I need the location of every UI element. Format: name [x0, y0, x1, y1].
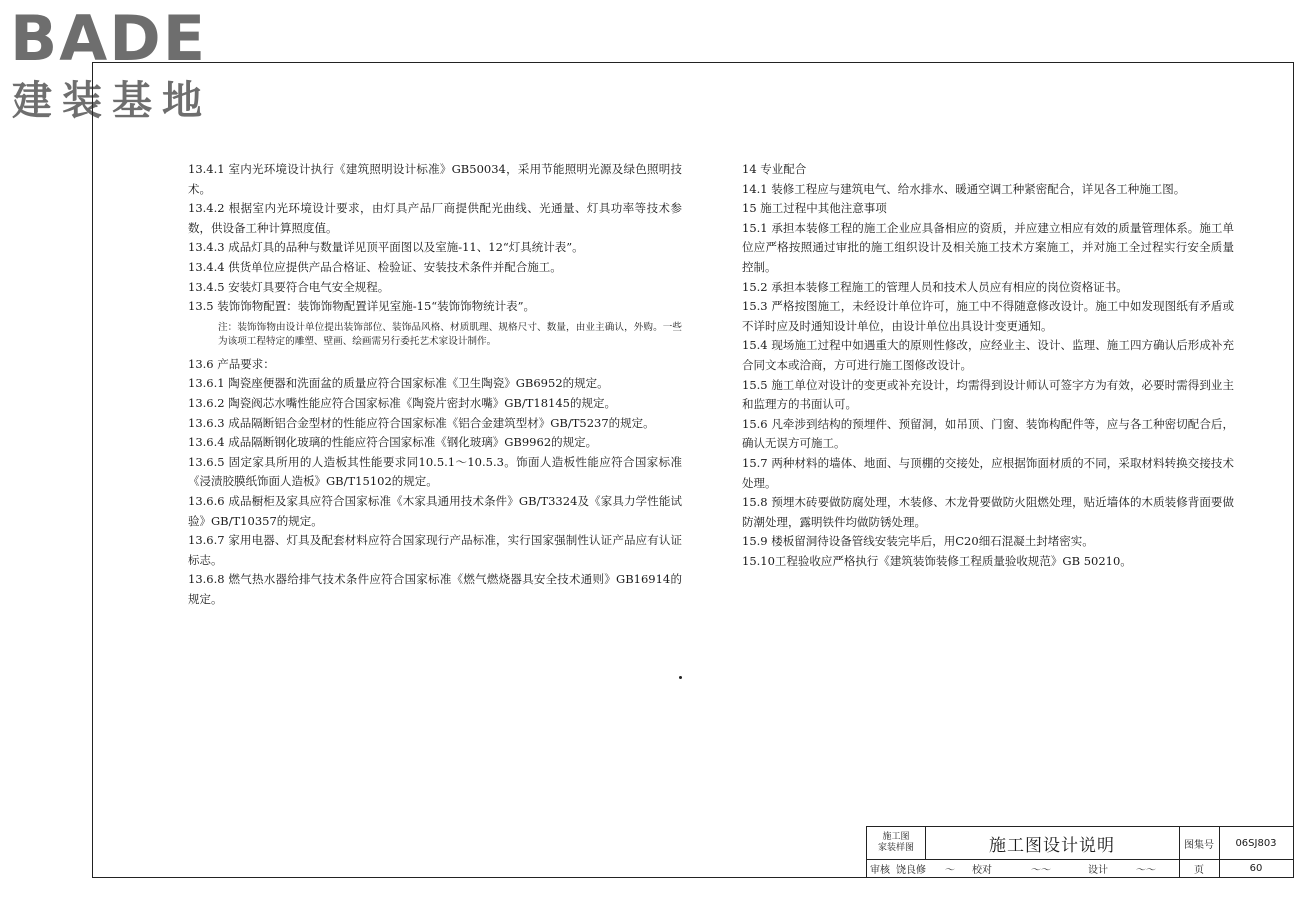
clause: 13.4.3 成品灯具的品种与数量详见顶平面图以及室施-11、12“灯具统计表”。: [188, 240, 584, 255]
review-label: 审核: [870, 865, 890, 876]
clause: 15.5 施工单位对设计的变更或补充设计，均需得到设计师认可签字方为有效，必要时需得到业主和监理方的书面认可。: [742, 377, 1234, 412]
left-column: [188, 160, 682, 609]
title-block: [866, 826, 1294, 878]
drawing-title: 施工图设计说明: [989, 835, 1115, 856]
atlas-label: 图集号: [1184, 839, 1214, 851]
note: 注：装饰饰物由设计单位提出装饰部位、装饰品风格、材质肌理、规格尺寸、数量，由业主确认，外购。一些为该项工程特定的雕塑、壁画、绘画需另行委托艺术家设计制作。: [218, 321, 682, 348]
clause: 13.5 装饰饰物配置：装饰饰物配置详见室施-15“装饰饰物统计表”。: [188, 299, 536, 314]
clause: 13.6.5 固定家具所用的人造板其性能要求同10.5.1～10.5.3。饰面人造板性能应符合国家标准《浸渍胶膜纸饰面人造板》GB/T15102的规定。: [188, 454, 682, 489]
clause: 15.9 楼板留洞待设备管线安装完毕后，用C20细石混凝土封堵密实。: [742, 534, 1094, 549]
clause: 13.6.8 燃气热水器给排气技术条件应符合国家标准《燃气燃烧器具安全技术通则》GB16914的规定。: [188, 572, 682, 606]
clause: 15.7 两种材料的墙体、地面、与顶棚的交接处，应根据饰面材质的不同，采取材料转换交接技术处理。: [742, 455, 1234, 490]
clause: 13.4.1 室内光环境设计执行《建筑照明设计标准》GB50034，采用节能照明光源及绿色照明技术。: [188, 162, 682, 196]
clause: 13.6.6 成品橱柜及家具应符合国家标准《木家具通用技术条件》GB/T3324及《家具力学性能试验》GB/T10357的规定。: [188, 493, 682, 528]
clause: 15.10工程验收应严格执行《建筑装饰装修工程质量验收规范》GB 50210。: [742, 553, 1132, 568]
section-heading: 13.6 产品要求：: [188, 356, 275, 371]
clause: 13.4.5 安装灯具要符合电气安全规程。: [188, 279, 390, 294]
clause: 15.1 承担本装修工程的施工企业应具备相应的资质，并应建立相应有效的质量管理体系。施工单位应严格按照通过审批的施工组织设计及相关施工技术方案施工，并对施工全过程实行安全质量控制。: [742, 220, 1234, 274]
section-heading: 15 施工过程中其他注意事项: [742, 201, 887, 216]
section-heading: 14 专业配合: [742, 162, 807, 176]
clause: 13.6.4 成品隔断钢化玻璃的性能应符合国家标准《钢化玻璃》GB9962的规定。: [188, 435, 598, 450]
clause: 13.6.1 陶瓷座便器和洗面盆的质量应符合国家标准《卫生陶瓷》GB6952的规定。: [188, 376, 609, 391]
reviewer-signature: ～: [944, 865, 954, 876]
right-column: [742, 160, 1234, 571]
clause: 13.6.3 成品隔断铝合金型材的性能应符合国家标准《铝合金建筑型材》GB/T5237的规定。: [188, 415, 655, 430]
atlas-number: 06SJ803: [1235, 837, 1277, 849]
checker-signature: ～～: [1030, 865, 1050, 876]
designer-label: 设计: [1088, 865, 1108, 876]
reviewer-name: 饶良修: [896, 865, 926, 876]
clause: 13.6.7 家用电器、灯具及配套材料应符合国家现行产品标准，实行国家强制性认证产品应有认证标志。: [188, 533, 682, 567]
logo-text: BADE: [10, 2, 208, 75]
clause: 13.4.2 根据室内光环境设计要求，由灯具产品厂商提供配光曲线、光通量、灯具功率等技术参数，供设备工种计算照度值。: [188, 201, 682, 235]
page-label: 页: [1194, 865, 1204, 876]
clause: 13.4.4 供货单位应提供产品合格证、检验证、安装技术条件并配合施工。: [188, 259, 562, 274]
check-label: 校对: [972, 865, 992, 876]
logo-subtitle: 建装基地: [12, 78, 212, 124]
page-number: 60: [1249, 863, 1263, 874]
clause: 13.6.2 陶瓷阀芯水嘴性能应符合国家标准《陶瓷片密封水嘴》GB/T18145的规定。: [188, 395, 616, 410]
clause: 15.3 严格按图施工，未经设计单位许可，施工中不得随意修改设计。施工中如发现图纸有矛盾或不详时应及时通知设计单位，由设计单位出具设计变更通知。: [742, 299, 1234, 333]
center-mark: [679, 676, 682, 679]
drawing-category: 施工图 家装样图: [877, 832, 914, 853]
designer-signature: ～～: [1135, 865, 1155, 876]
clause: 15.6 凡牵涉到结构的预埋件、预留洞，如吊顶、门窗、装饰构配件等，应与各工种密切配合后，确认无误方可施工。: [742, 416, 1234, 451]
clause: 15.4 现场施工过程中如遇重大的原则性修改，应经业主、设计、监理、施工四方确认后形成补充合同文本或洽商，方可进行施工图修改设计。: [742, 338, 1234, 372]
clause: 15.2 承担本装修工程施工的管理人员和技术人员应有相应的岗位资格证书。: [742, 279, 1128, 294]
clause: 14.1 装修工程应与建筑电气、给水排水、暖通空调工种紧密配合，详见各工种施工图。: [742, 181, 1186, 196]
clause: 15.8 预埋木砖要做防腐处理，木装修、木龙骨要做防火阻燃处理，贴近墙体的木质装修背面要做防潮处理，露明铁件均做防锈处理。: [742, 495, 1234, 529]
